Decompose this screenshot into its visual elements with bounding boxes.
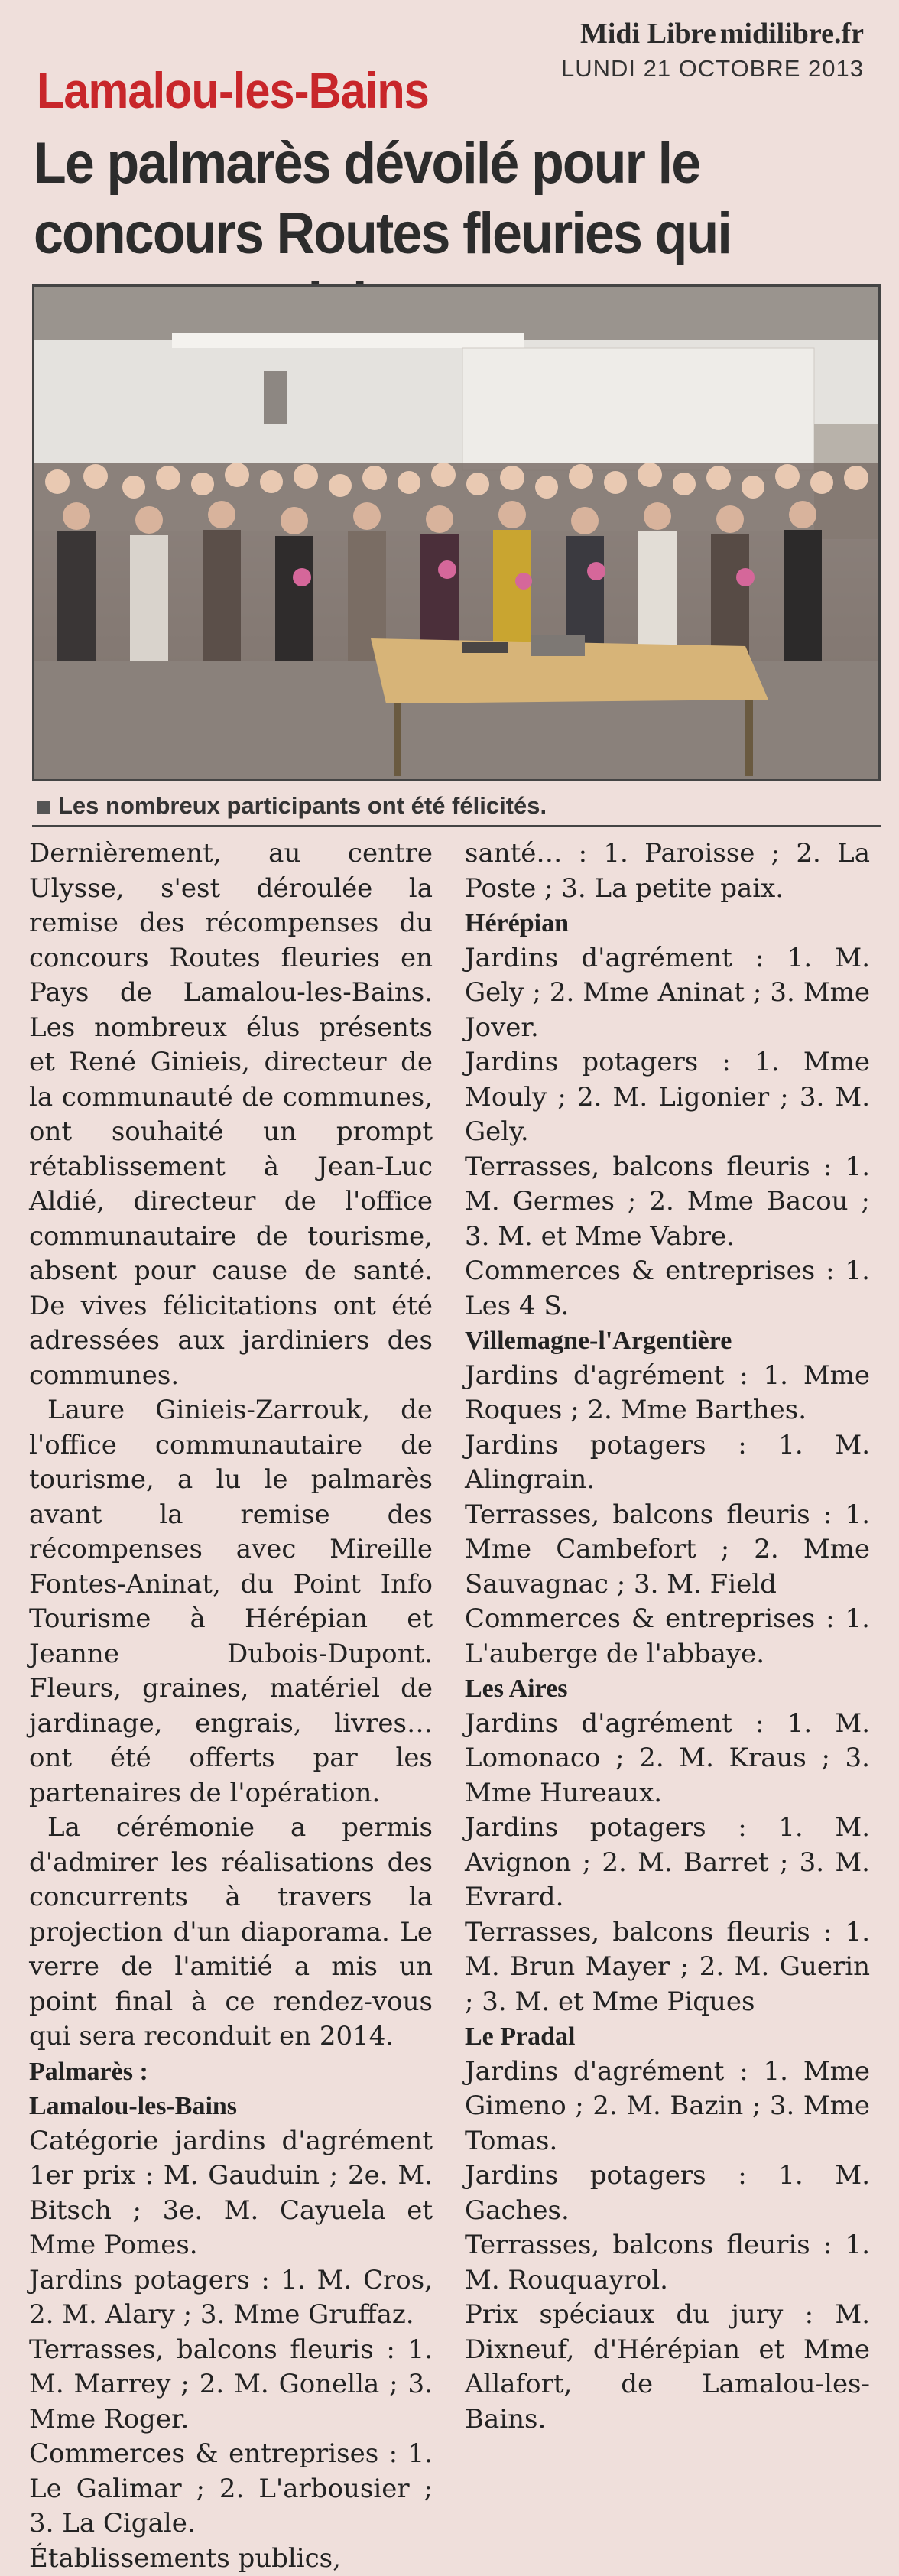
masthead (497, 17, 864, 83)
brand-name: Midi Libre (580, 18, 716, 50)
palmares-subheading: Lamalou-les-Bains (29, 2089, 433, 2124)
photo-caption (32, 784, 881, 827)
palmares-line: Établissements publics, (29, 2542, 433, 2576)
crowd (34, 463, 878, 661)
palmares-line: Terrasses, balcons fleuris : 1. M. Brun Mayer ; 2. M. Guerin ; 3. M. et Mme Piques (465, 1915, 870, 2020)
palmares-line: Terrasses, balcons fleuris : 1. M. Germes ; 2. Mme Bacou ; 3. M. et Mme Vabre. (465, 1150, 870, 1255)
palmares-line: Jardins potagers : 1. Mme Mouly ; 2. M. Ligonier ; 3. M. Gely. (465, 1045, 870, 1150)
palmares-line: Commerces & entreprises : 1. Le Galimar ; 2. L'arbousier ; 3. La Cigale. (29, 2437, 433, 2542)
palmares-subheading: Villemagne-l'Argentière (465, 1324, 870, 1359)
ceiling (34, 287, 878, 340)
palmares-line: Terrasses, balcons fleuris : 1. M. Rouquayrol. (465, 2228, 870, 2298)
photo-caption-text: Les nombreux participants ont été félicités. (58, 792, 547, 819)
palmares-line: Prix spéciaux du jury : M. Dixneuf, d'Hérépian et Mme Allafort, de Lamalou-les-Bains. (465, 2298, 870, 2437)
article-column-left (29, 836, 433, 2576)
palmares-line: Jardins d'agrément : 1. Mme Gimeno ; 2. M. Bazin ; 3. Mme Tomas. (465, 2055, 870, 2159)
projection-screen (462, 348, 814, 470)
caption-bullet-icon (37, 801, 50, 814)
palmares-line: Jardins potagers : 1. M. Gaches. (465, 2159, 870, 2228)
palmares-line: Jardins d'agrément : 1. M. Gely ; 2. Mme Aninat ; 3. Mme Jover. (465, 941, 870, 1046)
group-photo (32, 284, 881, 781)
palmares-line: Jardins d'agrément : 1. Mme Roques ; 2. Mme Barthes. (465, 1359, 870, 1428)
article-paragraph: Dernièrement, au centre Ulysse, s'est déroulée la remise des récompenses du concours Routes fleuries en Pays de Lamalou-les-Bains. Les nombreux élus présents et René Ginieis, directeur de la communauté de communes, ont souhaité un prompt rétablissement à Jean-Luc Aldié, directeur de l'office communautaire de tourisme, absent pour cause de santé. De vives félicitations ont été adressées aux jardiniers des communes. (29, 836, 433, 1393)
palmares-line: Catégorie jardins d'agrément 1er prix : M. Gauduin ; 2e. M. Bitsch ; 3e. M. Cayuela et Mme Pomes. (29, 2124, 433, 2263)
article-paragraph: La cérémonie a permis d'admirer les réalisations des concurrents à travers la projection d'un diaporama. Le verre de l'amitié a mis un point final à ce rendez-vous qui sera reconduit en 2014. (29, 1811, 433, 2055)
palmares-line: Jardins d'agrément : 1. M. Lomonaco ; 2. M. Kraus ; 3. Mme Hureaux. (465, 1707, 870, 1811)
palmares-line: Jardins potagers : 1. M. Cros, 2. M. Alary ; 3. Mme Gruffaz. (29, 2263, 433, 2333)
brand-line (497, 17, 864, 50)
article-paragraph: Laure Ginieis-Zarrouk, de l'office communautaire de tourisme, a lu le palmarès avant la remise des récompenses avec Mireille Fontes-Aninat, du Point Info Tourisme à Hérépian et Jeanne Dubois-Dupont. Fleurs, graines, matériel de jardinage, engrais, livres… ont été offerts par les partenaires de l'opération. (29, 1393, 433, 1811)
palmares-line: Terrasses, balcons fleuris : 1. Mme Cambefort ; 2. Mme Sauvagnac ; 3. M. Field (465, 1498, 870, 1603)
group-photo-illustration (34, 287, 878, 779)
palmares-line: santé… : 1. Paroisse ; 2. La Poste ; 3. La petite paix. (465, 836, 870, 906)
article-headline: Le palmarès dévoilé pour le concours Routes fleuries qui (34, 128, 814, 339)
palmares-subheading: Palmarès : (29, 2055, 433, 2090)
palmares-line: Jardins potagers : 1. M. Alingrain. (465, 1428, 870, 1498)
palmares-subheading: Les Aires (465, 1671, 870, 1707)
article-column-right (465, 836, 870, 2437)
wall-speaker (264, 371, 287, 424)
town-heading: Lamalou-les-Bains (37, 61, 429, 119)
palmares-subheading: Le Pradal (465, 2019, 870, 2055)
palmares-line: Commerces & entreprises : 1. Les 4 S. (465, 1254, 870, 1324)
palmares-subheading: Hérépian (465, 906, 870, 941)
ceiling-light (172, 333, 524, 348)
brand-site: midilibre.fr (720, 18, 864, 50)
palmares-line: Commerces & entreprises : 1. L'auberge de l'abbaye. (465, 1602, 870, 1671)
issue-date: LUNDI 21 OCTOBRE 2013 (497, 55, 864, 83)
palmares-line: Terrasses, balcons fleuris : 1. M. Marrey ; 2. M. Gonella ; 3. Mme Roger. (29, 2333, 433, 2438)
palmares-line: Jardins potagers : 1. M. Avignon ; 2. M. Barret ; 3. M. Evrard. (465, 1811, 870, 1915)
